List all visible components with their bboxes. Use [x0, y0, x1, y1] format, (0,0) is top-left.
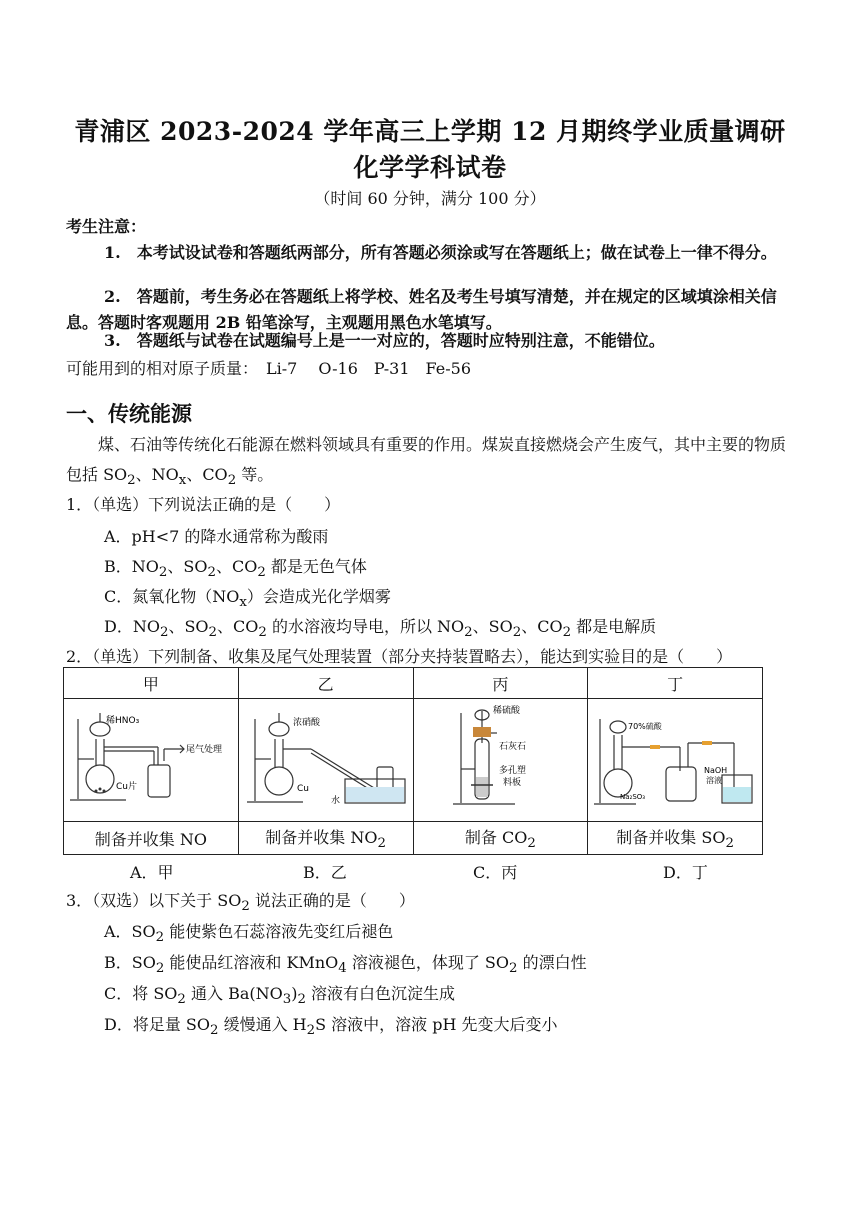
question-3-option-d: D．将足量 $SO_2$ 缓慢通入 $H_2S$ 溶液中，溶液 pH 先变大后变小 — [104, 1015, 558, 1039]
question-1-option-c: C．氮氧化物$(NO_x)$会造成光化学烟雾 — [104, 587, 391, 611]
figure-bing — [413, 699, 588, 822]
question-2-option-b: B．乙 — [303, 863, 347, 882]
question-3-option-b: B．$SO_2$ 能使品红溶液和 KMnO$_4$ 溶液褪色，体现了 $SO_2$ 的漂白性 — [104, 953, 587, 977]
figure-jia — [64, 699, 239, 822]
figure-yi — [238, 699, 413, 822]
apparatus-ding-diagram — [590, 699, 760, 817]
atomic-mass-line: 可能用到的相对原子质量： Li-7 O-16 P-31 Fe-56 — [66, 359, 472, 378]
question-1-option-d: D．$NO_2$、$SO_2$、$CO_2$ 的水溶液均导电，所以 $NO_2$、$SO_2$、$CO_2$ 都是电解质 — [104, 617, 657, 641]
header-yi: 乙 — [238, 668, 413, 699]
bing-plate-label-1: 多孔塑 — [499, 766, 527, 776]
caption-ding: 制备并收集 $SO_2$ — [588, 822, 763, 855]
question-1-option-a: A．pH<7 的降水通常称为酸雨 — [104, 527, 329, 546]
exam-title-line2: 化学学科试卷 — [353, 153, 507, 182]
notice-item-1: 1. 本考试设试卷和答题纸两部分，所有答题必须涂或写在答题纸上；做在试卷上一律不得分。 — [104, 243, 777, 262]
bing-stone-label: 石灰石 — [499, 742, 527, 752]
notice-heading: 考生注意： — [66, 217, 147, 236]
caption-jia: 制备并收集 NO — [64, 822, 239, 855]
header-jia: 甲 — [64, 668, 239, 699]
caption-yi: 制备并收集 $NO_2$ — [238, 822, 413, 855]
question-2-option-a: A．甲 — [130, 863, 174, 882]
question-1-option-b: B．$NO_2$、$SO_2$、$CO_2$ 都是无色气体 — [104, 557, 367, 581]
yi-acid-label: 浓硝酸 — [292, 718, 320, 728]
yi-cu-label: Cu — [296, 784, 309, 794]
jia-tail-label: 尾气处理 — [185, 745, 222, 755]
yi-water-label: 水 — [330, 796, 340, 806]
apparatus-table — [63, 667, 763, 855]
bing-plate-label-2: 料板 — [503, 778, 522, 788]
question-2-option-d: D．丁 — [663, 863, 708, 882]
header-ding: 丁 — [588, 668, 763, 699]
question-3-stem: 3．（双选）以下关于 $SO_2$ 说法正确的是（ ） — [66, 891, 415, 915]
question-3-option-c: C．将 $SO_2$ 通入 $Ba(NO_3)_2$ 溶液有白色沉淀生成 — [104, 984, 456, 1008]
jia-cu-label: Cu片 — [115, 782, 137, 792]
notice-item-2: 2. 答题前，考生务必在答题纸上将学校、姓名及考生号填写清楚，并在规定的区域填涂相关信息。答题时客观题用 2B 铅笔涂写，主观题用黑色水笔填写。 — [66, 287, 777, 332]
question-2-stem: 2．（单选）下列制备、收集及尾气处理装置（部分夹持装置略去），能达到实验目的是（ ） — [66, 647, 733, 666]
jia-acid-label: 稀HNO₃ — [105, 716, 140, 726]
ding-solution-label: 溶液 — [706, 776, 723, 785]
question-2-option-c: C．丙 — [473, 863, 518, 882]
section-intro: 煤、石油等传统化石能源在燃料领域具有重要的作用。煤炭直接燃烧会产生废气，其中主要的物质包括 $SO_2$、$NO_x$、$CO_2$ 等。 — [66, 435, 787, 489]
ding-acid-label: 70%硫酸 — [628, 722, 662, 731]
question-3-option-a: A．$SO_2$ 能使紫色石蕊溶液先变红后褪色 — [104, 922, 394, 946]
exam-title-line1: 青浦区 2023-2024 学年高三上学期 12 月期终学业质量调研 — [74, 117, 786, 146]
notice-item-3: 3. 答题纸与试卷在试题编号上是一一对应的，答题时应特别注意，不能错位。 — [104, 331, 665, 350]
caption-bing: 制备 $CO_2$ — [413, 822, 588, 855]
header-bing: 丙 — [413, 668, 588, 699]
apparatus-jia-diagram — [66, 699, 236, 817]
bing-acid-label: 稀硫酸 — [493, 706, 521, 716]
figure-ding — [588, 699, 763, 822]
question-1-stem: 1．（单选）下列说法正确的是（ ） — [66, 495, 341, 514]
apparatus-yi-diagram — [241, 699, 411, 817]
exam-time-note: （时间 60 分钟，满分 100 分） — [314, 189, 546, 208]
section-title: 一、传统能源 — [66, 401, 192, 426]
ding-salt-label: Na₂SO₃ — [620, 793, 646, 801]
ding-naoh-label: NaOH — [704, 766, 728, 775]
apparatus-bing-diagram — [415, 699, 585, 817]
